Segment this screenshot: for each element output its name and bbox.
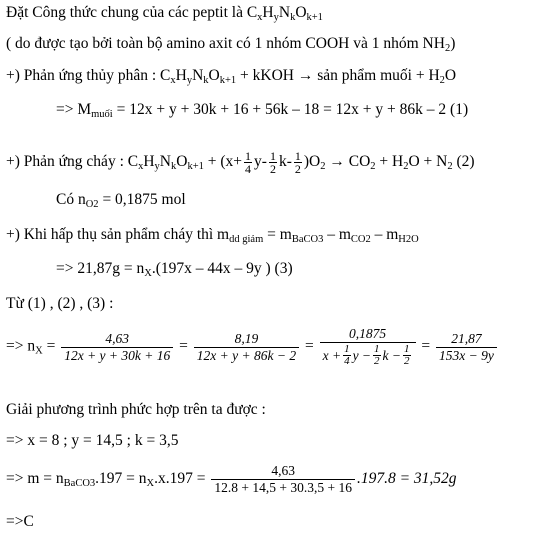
solve-statement: Giải phương trình phức hợp trên ta được :	[6, 401, 266, 418]
equation-3: => $21,87g = n_X.(197x - 44x - 9y$ ) (3)	[56, 260, 293, 279]
fraction-mass-ratio-1: $\frac{4,63}{12x + y + 30k + 16}$	[61, 332, 173, 363]
mass-result: => $m = n_{BaCO3}.197 = n_X.x.197$ = $\frac{4,63}{12.8 + 14,5 + 30.3,5 + 16}$ .197.8 = 31,52g	[6, 463, 457, 495]
salt-molar-mass: => $M_{muối} = 12x + y + 30k + 16 + 56k - 18 = 12x + y + 86k - 2$ (1)	[56, 101, 469, 120]
fraction-one-quarter: $\frac{1}{4}$	[245, 149, 252, 176]
fraction-mass-calculation: $\frac{4,63}{12.8 + 14,5 + 30.3,5 + 16}$	[211, 464, 355, 495]
intro-line: Đặt Công thức chung của các peptit là $C_xH_yN_kO_{k+1}$	[6, 4, 323, 23]
from-equations: Từ (1) , (2) , (3) :	[6, 295, 114, 312]
hydrolysis-reaction: +) Phản ứng thủy phân : $C_xH_yN_kO_{k+1}$ + kKOH → sản phẩm muối + $H_2O$	[6, 67, 457, 86]
fraction-oxygen-ratio: 0,1875 x + $\frac{1}{4}$ y − $\frac{1}{2}$ k − $\frac{1}{2}$	[320, 327, 416, 367]
answer: =>C	[6, 513, 34, 530]
fraction-mass-ratio-2: $\frac{8,19}{12x + y + 86k - 2}$	[194, 332, 299, 363]
ratio-equation: => $n_X$ = $\frac{4,63}{12x + y + 30k + 16}$ = $\frac{8,19}{12x + y + 86k - 2}$ = 0,1875 x + $\frac{1}{4}$ y − $\frac{1}{2}$ k − $\frac{1}{2}$ = $\frac{21,87}{153x - 9y}$	[6, 327, 499, 367]
fraction-one-half: $\frac{1}{2}$	[269, 149, 276, 176]
amino-acid-note: ( do được tạo bởi toàn bộ amino axit có 1 nhóm COOH và 1 nhóm $NH_2$)	[6, 35, 456, 54]
oxygen-moles: Có $n_{O2} = 0,1875$ mol	[56, 191, 186, 210]
solution-values: => x = 8 ; y = 14,5 ; k = 3,5	[6, 432, 179, 449]
fraction-absorption-ratio: $\frac{21,87}{153x - 9y}$	[436, 332, 497, 363]
fraction-one-half: $\frac{1}{2}$	[294, 149, 301, 176]
absorption-mass-balance: +) Khi hấp thụ sản phẩm cháy thì $m_{dd giảm} = m_{BaCO3} - m_{CO2} - m_{H2O}$	[6, 226, 419, 245]
combustion-reaction: +) Phản ứng cháy : $C_xH_yN_kO_{k+1} + (x+$ $\frac{1}{4}$ y- $\frac{1}{2}$ k- $\frac{1}{2}$ )$O_2 \to CO_2 + H_2O + N_2$ (2)	[6, 149, 475, 176]
